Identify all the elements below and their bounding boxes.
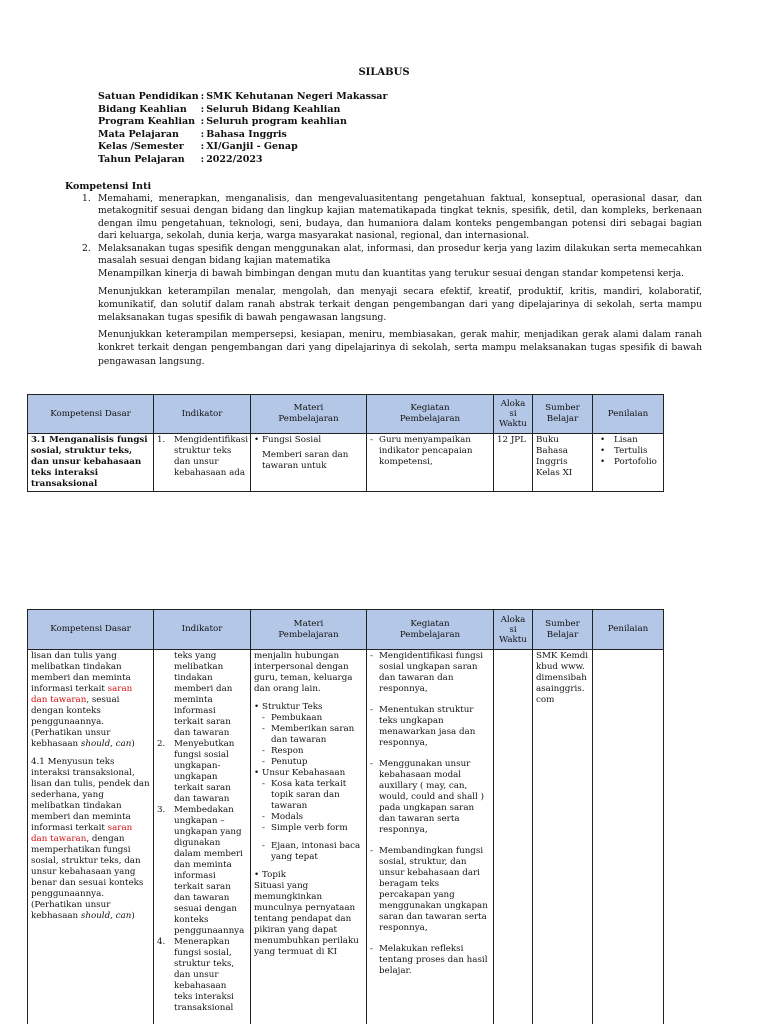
identity-value: Bahasa Inggris [206, 128, 287, 140]
identity-row [98, 104, 389, 117]
identity-separator: : [200, 141, 205, 153]
table-header-row [28, 395, 664, 434]
syllabus-table-page-2 [27, 609, 664, 1024]
header-indikator: Indikator [154, 610, 251, 650]
identity-value: 2022/2023 [206, 153, 263, 165]
identity-value: SMK Kehutanan Negeri Makassar [206, 91, 388, 102]
header-kegiatan: Kegiatan Pembelajaran [367, 395, 494, 434]
header-sumber-belajar: Sumber Belajar [533, 610, 593, 650]
identity-row [98, 116, 389, 129]
ki-paragraph: Menunjukkan keterampilan mempersepsi, kesiapan, meniru, membiasakan, gerak mahir, menjadikan gerak alami dalam ranah konkret terkait dengan pengembangan dari yang dipelajarinya di sekolah, serta mampu melaksanakan tugas spesifik di bawah pengawasan langsung. [98, 329, 702, 367]
ki-paragraph: Menunjukkan keterampilan menalar, mengolah, dan menyaji secara efektif, kreatif, produktif, kritis, mandiri, kolaboratif, komunikatif, dan solutif dalam ranah abstrak terkait dengan pengembangan dari yang dipelajarinya di sekolah, serta mampu melaksanakan tugas spesifik di bawah pengawasan langsung. [98, 285, 702, 324]
ki-item: 2. Melaksanakan tugas spesifik dengan menggunakan alat, informasi, dan prosedur kerja yang lazim dilakukan serta memecahkan masalah sesuai dengan bidang kajian matematika [82, 242, 702, 267]
identity-row [98, 91, 389, 104]
ki-item: 1. Memahami, menerapkan, menganalisis, dan mengevaluasitentang pengetahuan faktual, konseptual, operasional dasar, dan metakognitif sesuai dengan bidang dan lingkup kajian matematikapada tingkat teknis, spesifik, detil, dan kompleks, berkenaan dengan ilmu pengetahuan, teknologi, seni, budaya, dan humaniora dalam konteks pengembangan potensi diri sebagai bagian dari keluarga, sekolah, dunia kerja, warga masyarakat nasional, regional, dan internasional. [82, 193, 702, 242]
table-row [28, 434, 664, 492]
header-kompetensi-dasar: Kompetensi Dasar [28, 610, 154, 650]
table-row [28, 650, 664, 1024]
cell-kd: 3.1 Menganalisis fungsi sosial, struktur teks, dan unsur kebahasaan teks interaksi transaksional [28, 434, 154, 492]
cell-alokasi [494, 650, 533, 1024]
kompetensi-inti-list [82, 193, 702, 368]
identity-separator: : [200, 91, 205, 102]
cell-materi: menjalin hubungan interpersonal dengan guru, teman, keluarga dan orang lain. • Struktur Teks - Pembukaan - Memberikan saran dan tawaran - Respon - Penutup • Unsur Kebahasaan - Kosa kata terkait topik saran dan tawaran - Modals - Simple verb form - Ejaan, intonasi baca yang tepat • Topik Situasi yang memungkinkan munculnya pernyataan tentang pendapat dan pikiran yang dapat menumbuhkan perilaku yang termuat di KI [251, 650, 367, 1024]
table-header-row [28, 610, 664, 650]
header-penilaian: Penilaian [593, 610, 664, 650]
header-sumber-belajar: Sumber Belajar [533, 395, 593, 434]
cell-indikator: teks yang melibatkan tindakan memberi dan meminta informasi terkait saran dan tawaran 2. Menyebutkan fungsi sosial ungkapan-ungkapan terkait saran dan tawaran 3. Membedakan ungkapan – ungkapan yang digunakan dalam memberi dan meminta informasi terkait saran dan tawaran sesuai dengan konteks penggunaannya 4. Menerapkan fungsi sosial, struktur teks, dan unsur kebahasaan teks interaksi transaksional [154, 650, 251, 1024]
header-kompetensi-dasar: Kompetensi Dasar [28, 395, 154, 434]
kompetensi-inti-heading: Kompetensi Inti [65, 181, 152, 192]
identity-label: Kelas /Semester [98, 141, 184, 153]
cell-materi: • Fungsi Sosial Memberi saran dan tawaran untuk [251, 434, 367, 492]
identity-label: Mata Pelajaran [98, 128, 179, 140]
identity-value: Seluruh program keahlian [206, 116, 347, 128]
identity-value: XI/Ganjil - Genap [206, 141, 298, 153]
identity-label: Program Keahlian [98, 116, 196, 128]
syllabus-table-page-1 [27, 394, 664, 492]
cell-indikator: 1. Mengidentifikasi struktur teks dan unsur kebahasaan ada [154, 434, 251, 492]
cell-kegiatan: - Guru menyampaikan indikator pencapaian kompetensi, [367, 434, 494, 492]
ki-item-text: Melaksanakan tugas spesifik dengan menggunakan alat, informasi, dan prosedur kerja yang lazim dilakukan serta memecahkan masalah sesuai dengan bidang kajian matematika [98, 242, 702, 267]
identity-separator: : [200, 153, 205, 165]
cell-alokasi: 12 JPL [494, 434, 533, 492]
identity-row [98, 141, 389, 154]
header-materi: Materi Pembelajaran [251, 610, 367, 650]
identity-label: Tahun Pelajaran [98, 153, 185, 165]
identity-label: Satuan Pendidikan [98, 91, 199, 102]
document-title: SILABUS [358, 67, 410, 78]
ki-item-text: Memahami, menerapkan, menganalisis, dan mengevaluasitentang pengetahuan faktual, konseptual, operasional dasar, dan metakognitif sesuai dengan bidang dan lingkup kajian matematikapada tingkat teknis, spesifik, detil, dan kompleks, berkenaan dengan ilmu pengetahuan, teknologi, seni, budaya, dan humaniora dalam konteks pengembangan potensi diri sebagai bagian dari keluarga, sekolah, dunia kerja, warga masyarakat nasional, regional, dan internasional. [98, 193, 702, 242]
cell-sumber: Buku Bahasa Inggris Kelas XI [533, 434, 593, 492]
header-kegiatan: Kegiatan Pembelajaran [367, 610, 494, 650]
header-alokasi-waktu: Aloka si Waktu [494, 395, 533, 434]
identity-separator: : [200, 128, 205, 140]
header-indikator: Indikator [154, 395, 251, 434]
ki-paragraph: Menampilkan kinerja di bawah bimbingan dengan mutu dan kuantitas yang terukur sesuai dengan standar kompetensi kerja. [98, 268, 684, 280]
header-penilaian: Penilaian [593, 395, 664, 434]
identity-separator: : [200, 103, 205, 115]
cell-penilaian [593, 650, 664, 1024]
header-materi: Materi Pembelajaran [251, 395, 367, 434]
header-alokasi-waktu: Aloka si Waktu [494, 610, 533, 650]
identity-label: Bidang Keahlian [98, 103, 187, 115]
identity-row [98, 154, 389, 167]
identity-value: Seluruh Bidang Keahlian [206, 103, 341, 115]
cell-kd: lisan dan tulis yang melibatkan tindakan memberi dan meminta informasi terkait saran dan tawaran, sesuai dengan konteks penggunaannya. (Perhatikan unsur kebhasaan should, can) 4.1 Menyusun teks interaksi transaksional, lisan dan tulis, pendek dan sederhana, yang melibatkan tindakan memberi dan meminta informasi terkait saran dan tawaran, dengan memperhatikan fungsi sosial, struktur teks, dan unsur kebahasaan yang benar dan sesuai konteks penggunaannya. (Perhatikan unsur kebhasaan should, can) [28, 650, 154, 1024]
identity-block [98, 91, 389, 167]
cell-sumber: SMK Kemdikbud www.dimensibahasainggris.com [533, 650, 593, 1024]
identity-separator: : [200, 116, 205, 128]
cell-kegiatan: - Mengidentifikasi fungsi sosial ungkapan saran dan tawaran dan responnya, - Menentukan struktur teks ungkapan menawarkan jasa dan responnya, - Menggunakan unsur kebahasaan modal auxillary ( may, can, would, could and shall ) pada ungkapan saran dan tawaran serta responnya, - Membandingkan fungsi sosial, struktur, dan unsur kebahasaan dari beragam teks percakapan yang menggunakan ungkapan saran dan tawaran serta responnya, - Melakukan refleksi tentang proses dan hasil belajar. [367, 650, 494, 1024]
identity-row [98, 129, 389, 142]
cell-penilaian: • Lisan • Tertulis • Portofolio [593, 434, 664, 492]
